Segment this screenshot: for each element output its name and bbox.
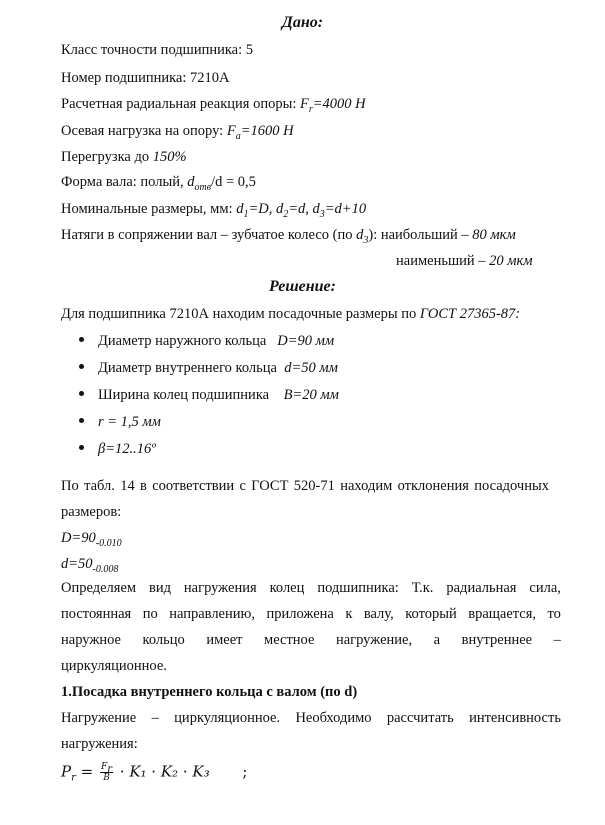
radial-label: Расчетная радиальная реакция опоры: [61, 96, 300, 112]
word: нагружения [183, 580, 257, 596]
bullet-dot-icon [79, 391, 84, 396]
radial-symbol: F [300, 96, 309, 112]
word: отклонения [397, 478, 469, 494]
word: 14 [120, 478, 135, 494]
intensity-line-1 [61, 710, 561, 727]
bullet-value: B=20 мм [283, 387, 339, 403]
axial-sub: a [235, 130, 241, 142]
overload-label: Перегрузка до [61, 149, 153, 165]
word: наружное [61, 632, 121, 648]
load-paragraph-line-2 [61, 606, 561, 623]
load-paragraph-line-1 [61, 580, 561, 597]
axial-symbol: F [226, 123, 236, 139]
bullet-item [79, 360, 338, 377]
d2-symbol: d [275, 201, 284, 217]
d1-symbol: d [236, 201, 244, 217]
word: который [405, 606, 457, 622]
fraction-numerator-sub: r [107, 763, 113, 775]
bearing-value: 7210А [190, 70, 230, 86]
overload-value: 150% [152, 149, 187, 165]
intro-standard: ГОСТ 27365-87: [419, 306, 521, 322]
intensity-line-2: нагружения: [61, 736, 138, 752]
d2-value: =d, [288, 201, 313, 217]
bullet-item [79, 387, 339, 404]
word: Необходимо [295, 710, 372, 726]
bullet-label: Диаметр внутреннего кольца [98, 360, 277, 376]
word: местное [264, 632, 315, 648]
interference-symbol: d [356, 227, 364, 243]
interference-min-line [396, 253, 533, 270]
accuracy-value: 5 [245, 42, 254, 58]
word: колец [269, 580, 305, 596]
word: приложена [266, 606, 334, 622]
word: Определяем [61, 580, 137, 596]
bullet-label: Ширина колец подшипника [98, 387, 270, 403]
word: имеет [206, 632, 243, 648]
word: вращается, [468, 606, 537, 622]
bullet-dot-icon [79, 418, 84, 423]
word: Нагружение [61, 710, 137, 726]
word: рассчитать [386, 710, 454, 726]
load-paragraph-line-3 [61, 632, 561, 649]
bullet-value: d=50 мм [284, 360, 338, 376]
bullet-value: β=12..16º [98, 441, 156, 457]
bullet-value: D=90 мм [277, 333, 335, 349]
interference-max: 80 мкм [472, 227, 516, 243]
inner-diameter-tolerance: -0.008 [92, 563, 119, 575]
word: к [345, 606, 353, 622]
word: постоянная [61, 606, 132, 622]
d3-symbol: d [312, 201, 320, 217]
axial-label: Осевая нагрузка на опору: [61, 123, 227, 139]
bullet-item [79, 441, 156, 458]
word: то [547, 606, 561, 622]
word: ГОСТ [251, 478, 289, 494]
word: По [61, 478, 79, 494]
bullet-item [79, 333, 334, 350]
accuracy-line [61, 42, 253, 59]
shaft-rest: /d = 0,5 [211, 174, 256, 190]
word: – [553, 632, 561, 648]
fraction-denominator: B [103, 773, 110, 783]
fraction-numerator: F [100, 762, 108, 772]
bullet-dot-icon [79, 445, 84, 450]
interference-line [61, 227, 516, 244]
shaft-line [61, 174, 256, 191]
word: по [142, 606, 158, 622]
inner-diameter-value: d=50 [61, 556, 93, 572]
section-1-title: 1.Посадка внутреннего кольца с валом (по d) [61, 684, 358, 700]
word: с [239, 478, 246, 494]
word: находим [340, 478, 393, 494]
formula-coefficients: · K₁ · K₂ · K₃ [115, 762, 210, 781]
word: внутреннее [461, 632, 533, 648]
overload-line [61, 149, 187, 166]
bullet-label: Диаметр наружного кольца [98, 333, 267, 349]
nominal-label: Номинальные размеры, мм: [61, 201, 237, 217]
word: интенсивность [469, 710, 561, 726]
shaft-symbol: d [187, 174, 195, 190]
formula-lhs-sub: r [71, 772, 76, 784]
intro-line [61, 306, 520, 323]
interference-min: 20 мкм [489, 253, 533, 269]
bullet-value: r = 1,5 мм [98, 414, 161, 430]
word: валу, [363, 606, 394, 622]
bearing-label: Номер подшипника: [61, 70, 191, 86]
d2-sub: 2 [283, 208, 289, 220]
interference-min-label: наименьший – [396, 253, 490, 269]
word: подшипника: [317, 580, 399, 596]
axial-value: =1600 Н [240, 123, 294, 139]
outer-diameter-tolerance: -0.010 [95, 537, 122, 549]
radial-sub: r [308, 103, 313, 115]
word: вид [149, 580, 171, 596]
outer-diameter-value: D=90 [61, 530, 96, 546]
word: соответствии [152, 478, 235, 494]
table-reference-line-2: размеров: [61, 504, 122, 520]
interference-sub: 3 [363, 234, 369, 246]
d1-sub: 1 [243, 208, 249, 220]
word: в [140, 478, 147, 494]
interference-label-a: Натяги в сопряжении вал – зубчатое колесо (по [61, 227, 357, 243]
axial-line [61, 123, 294, 140]
word: посадочных [474, 478, 549, 494]
bullet-dot-icon [79, 337, 84, 342]
nominal-line [61, 201, 366, 218]
word: сила, [529, 580, 561, 596]
word: табл. [84, 478, 115, 494]
d3-sub: 3 [319, 208, 325, 220]
shaft-sub: отв [194, 181, 212, 193]
d3-value: =d+10 [324, 201, 367, 217]
table-reference-line [61, 478, 549, 495]
shaft-label: Форма вала: полый, [61, 174, 188, 190]
radial-line [61, 96, 366, 113]
outer-diameter-deviation [61, 530, 122, 547]
word: – [151, 710, 159, 726]
formula-equals: = [75, 762, 98, 781]
bearing-line [61, 70, 230, 87]
formula-fraction [100, 762, 113, 783]
word: а [433, 632, 441, 648]
word: направлению, [169, 606, 255, 622]
word: циркуляционное. [174, 710, 281, 726]
formula-end: ; [242, 762, 248, 781]
formula-lhs: P [61, 762, 72, 781]
word: радиальная [446, 580, 517, 596]
bullet-dot-icon [79, 364, 84, 369]
word: 520-71 [293, 478, 335, 494]
word: кольцо [142, 632, 185, 648]
radial-value: =4000 Н [312, 96, 366, 112]
bullet-item [79, 414, 161, 431]
intensity-formula [61, 762, 247, 783]
d1-value: =D, [248, 201, 276, 217]
word: Т.к. [411, 580, 434, 596]
load-paragraph-line-4: циркуляционное. [61, 658, 167, 674]
accuracy-label: Класс точности подшипника: [61, 42, 246, 58]
interference-label-b: ): наибольший – [368, 227, 473, 243]
intro-text: Для подшипника 7210А находим посадочные размеры по [61, 306, 420, 322]
given-title: Дано: [281, 14, 324, 31]
word: нагружение, [335, 632, 413, 648]
inner-diameter-deviation [61, 556, 118, 573]
solution-title: Решение: [269, 278, 336, 295]
